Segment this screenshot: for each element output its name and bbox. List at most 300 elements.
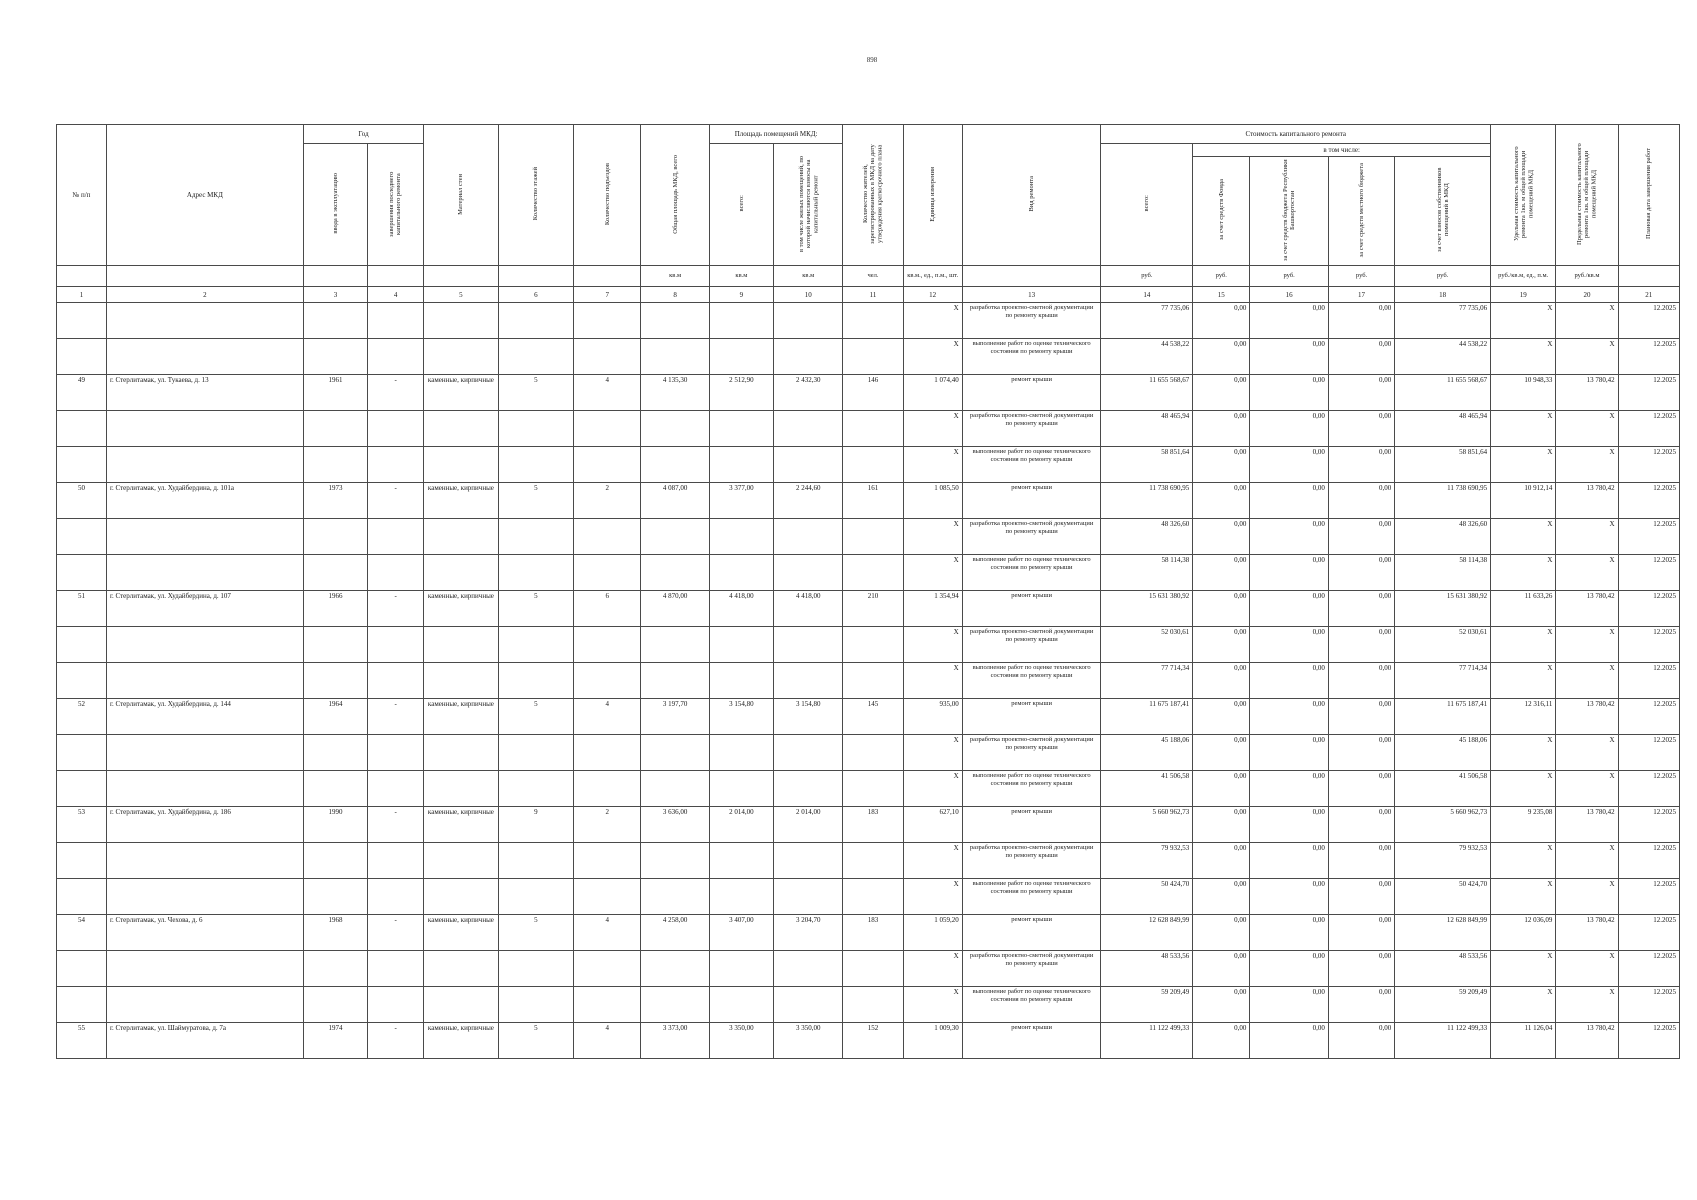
cell-premises-part (774, 771, 843, 807)
cell-wall-material: каменные, кирпичные (424, 483, 498, 519)
cell-total-area: 3 373,00 (641, 1023, 709, 1059)
cell-cost-owners: 44 538,22 (1395, 339, 1491, 375)
header-address: Адрес МКД (106, 125, 303, 266)
cell-cost-local: 0,00 (1328, 303, 1394, 339)
cell-entrances (574, 735, 641, 771)
cell-cost-republic: 0,00 (1250, 411, 1329, 447)
cell-cost-local: 0,00 (1328, 843, 1394, 879)
cell-residents (843, 339, 903, 375)
cell-row-number: 52 (57, 699, 107, 735)
cell-cost-owners: 77 735,06 (1395, 303, 1491, 339)
cell-work-type: разработка проектно-сметной документации по ремонту крыши (962, 951, 1101, 987)
cell-deadline: 12.2025 (1618, 735, 1679, 771)
cell-limit-cost: X (1556, 339, 1618, 375)
cell-row-number (57, 843, 107, 879)
cell-limit-cost: X (1556, 627, 1618, 663)
cell-unit-cost: X (1491, 519, 1556, 555)
cell-row-number (57, 951, 107, 987)
cell-address (106, 879, 303, 915)
cell-wall-material (424, 735, 498, 771)
cell-cost-republic: 0,00 (1250, 987, 1329, 1023)
cell-cost-total: 48 326,60 (1101, 519, 1193, 555)
cell-cost-fund: 0,00 (1193, 555, 1250, 591)
cell-residents (843, 303, 903, 339)
cell-total-area: 3 636,00 (641, 807, 709, 843)
cell-quantity: X (903, 411, 962, 447)
cell-wall-material: каменные, кирпичные (424, 591, 498, 627)
cell-floors (498, 987, 573, 1023)
cell-cost-fund: 0,00 (1193, 663, 1250, 699)
cell-limit-cost: X (1556, 411, 1618, 447)
cell-premises-total (709, 879, 773, 915)
cell-unit-cost: X (1491, 627, 1556, 663)
column-number: 20 (1556, 287, 1618, 303)
cell-floors (498, 771, 573, 807)
cell-premises-total (709, 339, 773, 375)
column-number: 10 (774, 287, 843, 303)
cell-work-type: выполнение работ по оценке технического состояния по ремонту крыши (962, 555, 1101, 591)
cell-cost-owners: 48 465,94 (1395, 411, 1491, 447)
cell-row-number: 51 (57, 591, 107, 627)
cell-cost-local: 0,00 (1328, 447, 1394, 483)
cell-limit-cost: X (1556, 663, 1618, 699)
cell-row-number (57, 555, 107, 591)
cell-quantity: 1 059,20 (903, 915, 962, 951)
cell-year-last-repair (368, 987, 424, 1023)
cell-work-type: ремонт крыши (962, 915, 1101, 951)
cell-premises-total (709, 663, 773, 699)
cell-cost-total: 59 209,49 (1101, 987, 1193, 1023)
cell-year-last-repair (368, 339, 424, 375)
cell-deadline: 12.2025 (1618, 771, 1679, 807)
cell-cost-republic: 0,00 (1250, 303, 1329, 339)
table-row (57, 303, 1680, 339)
table-row (57, 339, 1680, 375)
cell-cost-local: 0,00 (1328, 807, 1394, 843)
cell-address (106, 843, 303, 879)
cell-cost-total: 48 533,56 (1101, 951, 1193, 987)
cell-deadline: 12.2025 (1618, 951, 1679, 987)
header-cost-fund: за счет средств Фонда (1193, 157, 1250, 266)
cell-row-number (57, 339, 107, 375)
cell-unit-cost: 10 912,14 (1491, 483, 1556, 519)
unit-cell: чел. (843, 266, 903, 287)
units-row (57, 266, 1680, 287)
cell-premises-part (774, 411, 843, 447)
header-year-commissioning: ввода в эксплуатацию (303, 144, 367, 266)
cell-wall-material (424, 627, 498, 663)
cell-wall-material (424, 987, 498, 1023)
table-header (57, 125, 1680, 303)
cell-cost-fund: 0,00 (1193, 591, 1250, 627)
cell-unit-cost: X (1491, 303, 1556, 339)
cell-quantity: X (903, 879, 962, 915)
cell-row-number: 54 (57, 915, 107, 951)
cell-cost-owners: 48 326,60 (1395, 519, 1491, 555)
cell-limit-cost: X (1556, 879, 1618, 915)
cell-work-type: выполнение работ по оценке технического состояния по ремонту крыши (962, 447, 1101, 483)
table-row (57, 591, 1680, 627)
cell-year-commissioning: 1990 (303, 807, 367, 843)
cell-premises-total: 3 377,00 (709, 483, 773, 519)
unit-cell: руб. (1101, 266, 1193, 287)
cell-year-commissioning (303, 735, 367, 771)
cell-premises-part (774, 663, 843, 699)
cell-row-number (57, 663, 107, 699)
cell-cost-local: 0,00 (1328, 951, 1394, 987)
cell-cost-republic: 0,00 (1250, 1023, 1329, 1059)
table-row (57, 699, 1680, 735)
cell-wall-material (424, 771, 498, 807)
unit-cell: руб. (1193, 266, 1250, 287)
cell-year-last-repair (368, 555, 424, 591)
cell-year-last-repair (368, 303, 424, 339)
cell-address (106, 951, 303, 987)
cell-premises-total (709, 627, 773, 663)
header-premises-part: в том числе жилых помещений, по которой начисляются взносы на капитальный ремонт (774, 144, 843, 266)
table-body (57, 303, 1680, 1059)
cell-row-number (57, 771, 107, 807)
cell-residents: 146 (843, 375, 903, 411)
column-number: 1 (57, 287, 107, 303)
unit-cell (368, 266, 424, 287)
cell-wall-material (424, 339, 498, 375)
header-wall-material: Материал стен (424, 125, 498, 266)
cell-quantity: 1 085,50 (903, 483, 962, 519)
cell-deadline: 12.2025 (1618, 591, 1679, 627)
cell-cost-fund: 0,00 (1193, 951, 1250, 987)
cell-cost-fund: 0,00 (1193, 987, 1250, 1023)
cell-year-commissioning: 1966 (303, 591, 367, 627)
cell-floors (498, 447, 573, 483)
cell-cost-republic: 0,00 (1250, 483, 1329, 519)
cell-cost-total: 77 735,06 (1101, 303, 1193, 339)
cell-deadline: 12.2025 (1618, 627, 1679, 663)
cell-work-type: выполнение работ по оценке технического состояния по ремонту крыши (962, 879, 1101, 915)
cell-year-commissioning (303, 879, 367, 915)
cell-floors (498, 555, 573, 591)
cell-row-number (57, 627, 107, 663)
cell-quantity: X (903, 339, 962, 375)
cell-row-number (57, 519, 107, 555)
cell-unit-cost: 10 948,33 (1491, 375, 1556, 411)
cell-floors (498, 519, 573, 555)
cell-year-last-repair: - (368, 375, 424, 411)
cell-residents: 210 (843, 591, 903, 627)
cell-address (106, 303, 303, 339)
cell-limit-cost: 13 780,42 (1556, 807, 1618, 843)
cell-address: г. Стерлитамак, ул. Худайбердина, д. 101а (106, 483, 303, 519)
table-row (57, 1023, 1680, 1059)
cell-floors (498, 735, 573, 771)
cell-deadline: 12.2025 (1618, 339, 1679, 375)
table-row (57, 951, 1680, 987)
cell-cost-fund: 0,00 (1193, 411, 1250, 447)
cell-cost-owners: 58 851,64 (1395, 447, 1491, 483)
cell-cost-republic: 0,00 (1250, 339, 1329, 375)
cell-premises-part (774, 843, 843, 879)
cell-cost-total: 48 465,94 (1101, 411, 1193, 447)
cell-deadline: 12.2025 (1618, 915, 1679, 951)
cell-cost-total: 45 188,06 (1101, 735, 1193, 771)
header-cost-total: всего: (1101, 144, 1193, 266)
unit-cell: руб. (1250, 266, 1329, 287)
cell-unit-cost: 11 126,04 (1491, 1023, 1556, 1059)
cell-cost-owners: 5 660 962,73 (1395, 807, 1491, 843)
cell-total-area (641, 411, 709, 447)
cell-entrances (574, 843, 641, 879)
cell-limit-cost: X (1556, 303, 1618, 339)
column-number: 21 (1618, 287, 1679, 303)
cell-premises-part (774, 951, 843, 987)
unit-cell: руб./кв.м, ед., п.м. (1491, 266, 1556, 287)
cell-entrances (574, 987, 641, 1023)
cell-year-last-repair: - (368, 915, 424, 951)
cell-cost-local: 0,00 (1328, 591, 1394, 627)
cell-cost-fund: 0,00 (1193, 519, 1250, 555)
cell-year-last-repair (368, 951, 424, 987)
cell-year-commissioning (303, 555, 367, 591)
cell-premises-total: 3 154,80 (709, 699, 773, 735)
cell-cost-fund: 0,00 (1193, 303, 1250, 339)
cell-address (106, 987, 303, 1023)
cell-residents (843, 879, 903, 915)
cell-premises-part (774, 339, 843, 375)
column-number: 14 (1101, 287, 1193, 303)
column-number: 6 (498, 287, 573, 303)
cell-cost-fund: 0,00 (1193, 483, 1250, 519)
cell-quantity: X (903, 663, 962, 699)
cell-premises-total (709, 555, 773, 591)
cell-premises-total (709, 303, 773, 339)
cell-cost-fund: 0,00 (1193, 915, 1250, 951)
cell-cost-republic: 0,00 (1250, 771, 1329, 807)
cell-work-type: выполнение работ по оценке технического состояния по ремонту крыши (962, 987, 1101, 1023)
cell-work-type: разработка проектно-сметной документации по ремонту крыши (962, 411, 1101, 447)
cell-work-type: ремонт крыши (962, 483, 1101, 519)
cell-cost-total: 77 714,34 (1101, 663, 1193, 699)
cell-floors (498, 843, 573, 879)
cell-floors (498, 663, 573, 699)
cell-year-commissioning (303, 339, 367, 375)
cell-unit-cost: X (1491, 843, 1556, 879)
cell-cost-owners: 48 533,56 (1395, 951, 1491, 987)
cell-premises-part: 2 244,60 (774, 483, 843, 519)
cell-entrances (574, 627, 641, 663)
cell-entrances: 6 (574, 591, 641, 627)
cell-address (106, 555, 303, 591)
cell-address (106, 447, 303, 483)
unit-cell: руб. (1328, 266, 1394, 287)
cell-year-last-repair: - (368, 591, 424, 627)
cell-wall-material: каменные, кирпичные (424, 375, 498, 411)
cell-quantity: 1 354,94 (903, 591, 962, 627)
cell-address: г. Стерлитамак, ул. Худайбердина, д. 186 (106, 807, 303, 843)
cell-cost-local: 0,00 (1328, 627, 1394, 663)
cell-cost-local: 0,00 (1328, 519, 1394, 555)
cell-wall-material (424, 879, 498, 915)
column-number: 3 (303, 287, 367, 303)
cell-cost-local: 0,00 (1328, 339, 1394, 375)
cell-premises-part (774, 879, 843, 915)
cell-floors: 5 (498, 1023, 573, 1059)
cell-quantity: X (903, 735, 962, 771)
cell-cost-owners: 50 424,70 (1395, 879, 1491, 915)
cell-residents (843, 951, 903, 987)
cell-work-type: ремонт крыши (962, 699, 1101, 735)
column-number: 4 (368, 287, 424, 303)
cell-quantity: X (903, 519, 962, 555)
cell-cost-total: 11 122 499,33 (1101, 1023, 1193, 1059)
cell-wall-material: каменные, кирпичные (424, 699, 498, 735)
cell-entrances: 4 (574, 915, 641, 951)
cell-unit-cost: X (1491, 879, 1556, 915)
cell-quantity: X (903, 843, 962, 879)
cell-wall-material (424, 951, 498, 987)
cell-cost-republic: 0,00 (1250, 663, 1329, 699)
cell-year-last-repair: - (368, 807, 424, 843)
cell-wall-material: каменные, кирпичные (424, 915, 498, 951)
cell-deadline: 12.2025 (1618, 987, 1679, 1023)
cell-deadline: 12.2025 (1618, 555, 1679, 591)
cell-year-last-repair (368, 627, 424, 663)
cell-floors: 5 (498, 915, 573, 951)
cell-wall-material (424, 843, 498, 879)
cell-residents (843, 627, 903, 663)
cell-address (106, 771, 303, 807)
cell-total-area: 3 197,70 (641, 699, 709, 735)
cell-cost-owners: 79 932,53 (1395, 843, 1491, 879)
cell-entrances (574, 339, 641, 375)
cell-deadline: 12.2025 (1618, 447, 1679, 483)
cell-limit-cost: X (1556, 987, 1618, 1023)
table-row (57, 807, 1680, 843)
cell-total-area (641, 555, 709, 591)
cell-unit-cost: 9 235,08 (1491, 807, 1556, 843)
cell-premises-total (709, 519, 773, 555)
header-cost-republic: за счет средств бюджета Республики Башкортостан (1250, 157, 1329, 266)
repair-plan-table (56, 124, 1680, 1059)
cell-address: г. Стерлитамак, ул. Худайбердина, д. 144 (106, 699, 303, 735)
cell-premises-part (774, 519, 843, 555)
cell-cost-total: 11 738 690,95 (1101, 483, 1193, 519)
cell-cost-fund: 0,00 (1193, 807, 1250, 843)
cell-cost-total: 52 030,61 (1101, 627, 1193, 663)
cell-entrances: 4 (574, 1023, 641, 1059)
cell-unit-cost: X (1491, 663, 1556, 699)
header-year-last-repair: завершения последнего капитального ремонта (368, 144, 424, 266)
cell-year-commissioning (303, 627, 367, 663)
cell-cost-owners: 52 030,61 (1395, 627, 1491, 663)
cell-deadline: 12.2025 (1618, 843, 1679, 879)
cell-year-commissioning: 1964 (303, 699, 367, 735)
cell-row-number (57, 411, 107, 447)
cell-premises-total: 4 418,00 (709, 591, 773, 627)
cell-year-commissioning: 1974 (303, 1023, 367, 1059)
cell-total-area: 4 087,00 (641, 483, 709, 519)
cell-residents (843, 519, 903, 555)
cell-deadline: 12.2025 (1618, 879, 1679, 915)
header-entrances: Количество подъездов (574, 125, 641, 266)
cell-limit-cost: X (1556, 843, 1618, 879)
cell-cost-total: 11 655 568,67 (1101, 375, 1193, 411)
cell-cost-local: 0,00 (1328, 987, 1394, 1023)
cell-entrances: 2 (574, 807, 641, 843)
cell-wall-material: каменные, кирпичные (424, 807, 498, 843)
cell-cost-owners: 77 714,34 (1395, 663, 1491, 699)
cell-cost-owners: 58 114,38 (1395, 555, 1491, 591)
cell-cost-republic: 0,00 (1250, 879, 1329, 915)
cell-cost-fund: 0,00 (1193, 1023, 1250, 1059)
column-number: 8 (641, 287, 709, 303)
cell-residents (843, 555, 903, 591)
cell-deadline: 12.2025 (1618, 483, 1679, 519)
cell-premises-part: 3 204,70 (774, 915, 843, 951)
header-premises-total: всего: (709, 144, 773, 266)
column-number: 18 (1395, 287, 1491, 303)
cell-entrances (574, 519, 641, 555)
unit-cell: кв.м (641, 266, 709, 287)
cell-cost-owners: 12 628 849,99 (1395, 915, 1491, 951)
cell-wall-material (424, 411, 498, 447)
cell-cost-owners: 59 209,49 (1395, 987, 1491, 1023)
cell-cost-local: 0,00 (1328, 663, 1394, 699)
cell-floors: 5 (498, 375, 573, 411)
header-deadline: Плановая дата завершения работ (1618, 125, 1679, 266)
cell-residents (843, 411, 903, 447)
cell-entrances (574, 303, 641, 339)
cell-residents: 145 (843, 699, 903, 735)
cell-total-area (641, 303, 709, 339)
cell-premises-total (709, 411, 773, 447)
table-row (57, 411, 1680, 447)
cell-unit-cost: X (1491, 555, 1556, 591)
column-number: 2 (106, 287, 303, 303)
header-work-type: Вид ремонта (962, 125, 1101, 266)
cell-row-number: 49 (57, 375, 107, 411)
column-number: 16 (1250, 287, 1329, 303)
cell-cost-fund: 0,00 (1193, 879, 1250, 915)
cell-work-type: разработка проектно-сметной документации по ремонту крыши (962, 519, 1101, 555)
cell-cost-total: 44 538,22 (1101, 339, 1193, 375)
cell-cost-total: 58 851,64 (1101, 447, 1193, 483)
cell-total-area: 4 135,30 (641, 375, 709, 411)
cell-floors (498, 339, 573, 375)
cell-cost-republic: 0,00 (1250, 375, 1329, 411)
cell-cost-republic: 0,00 (1250, 735, 1329, 771)
cell-total-area (641, 771, 709, 807)
cell-row-number (57, 987, 107, 1023)
cell-floors: 9 (498, 807, 573, 843)
cell-year-commissioning (303, 987, 367, 1023)
cell-wall-material (424, 447, 498, 483)
cell-year-commissioning (303, 303, 367, 339)
cell-wall-material: каменные, кирпичные (424, 1023, 498, 1059)
cell-year-commissioning (303, 951, 367, 987)
cell-premises-part (774, 555, 843, 591)
cell-work-type: ремонт крыши (962, 591, 1101, 627)
header-year-group: Год (303, 125, 423, 144)
cell-cost-fund: 0,00 (1193, 735, 1250, 771)
cell-cost-owners: 41 506,58 (1395, 771, 1491, 807)
cell-cost-total: 79 932,53 (1101, 843, 1193, 879)
cell-cost-fund: 0,00 (1193, 699, 1250, 735)
cell-cost-total: 58 114,38 (1101, 555, 1193, 591)
cell-floors (498, 627, 573, 663)
cell-residents: 152 (843, 1023, 903, 1059)
cell-unit-cost: X (1491, 951, 1556, 987)
cell-work-type: ремонт крыши (962, 807, 1101, 843)
